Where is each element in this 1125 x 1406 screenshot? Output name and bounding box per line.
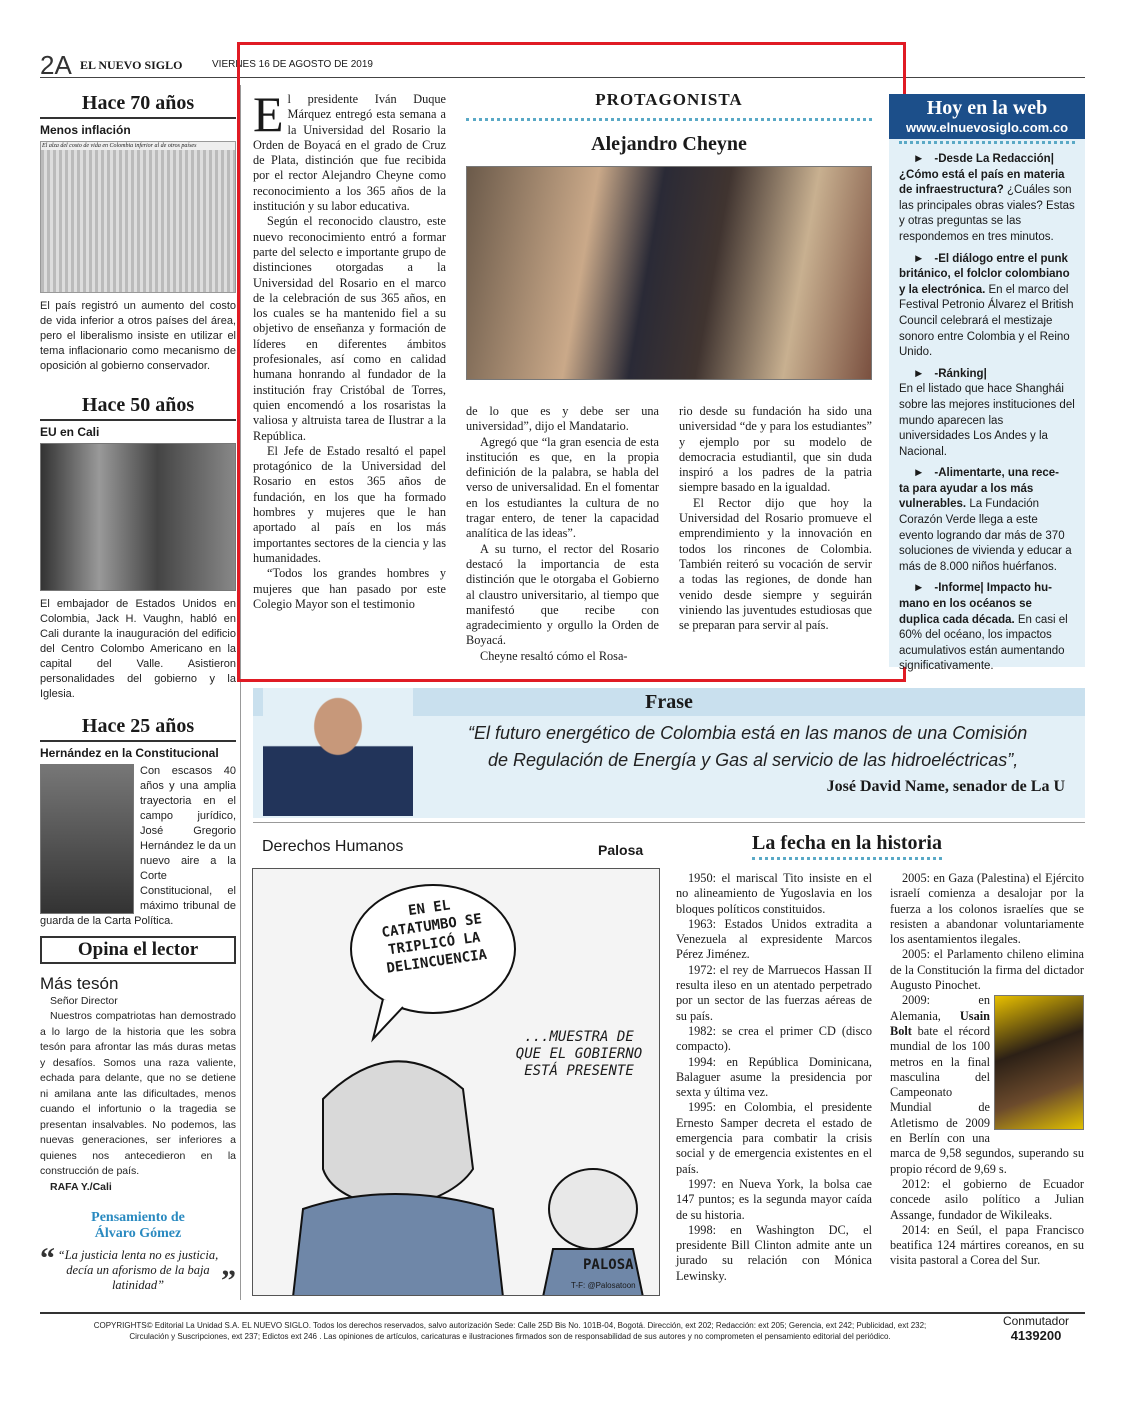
section-subtitle: Menos inflación [40,123,131,137]
cartoonist-signature: PALOSA [583,1257,634,1273]
cartoon-image [252,868,660,1296]
protagonist-name: Alejandro Cheyne [591,133,747,155]
arrow-icon: ► [913,252,925,265]
speaker-photo [263,688,413,816]
web-item[interactable] [889,152,1085,252]
history-entry: 1998: en Washington DC, el presidente Bill Clinton admite ante un jurado su relación con Mónica Lewinsky. [676,1222,872,1283]
web-items-list [889,152,1085,681]
section-title: Opina el lector [40,936,236,964]
web-item-headline: ta para ayudar a los más vulnerables. [899,482,1034,511]
article-paragraph: Cheyne resaltó cómo el Rosa- [480,648,628,663]
article-paragraph: A su turno, el rector del Rosario destacó la importancia de esta distinción que le otorgaba el Gobierno al claustro universitario, al tiempo que manifestó que recibe con agradecimiento y orgullo la Orden de Boyacá. [466,541,659,648]
history-column-2 [890,871,1084,1269]
history-entry: 2005: el Parlamento chileno elimina de la Constitución la firma del dictador Augusto Pinochet. [890,947,1084,993]
drop-cap: E [253,86,284,142]
quote-line-1: “El futuro energético de Colombia está en las manos de una Comisión [468,723,1028,743]
archive-clipping-image [40,141,236,293]
history-entry: 1972: el rey de Marruecos Hassan II resulta ileso en un atentado perpetrado por un sector de las fuerzas aéreas de su país. [676,962,872,1023]
pensamiento-section [40,1210,236,1297]
caption-text: ...MUESTRA DE QUE EL GOBIERNO ESTÁ PRESENTE [515,1029,643,1079]
opina-lector-section [40,936,236,1195]
web-item-text: La Fundación Corazón Verde llega a este evento logrando dar más de 370 soluciones de vivienda y educar a más de 8.000 niños huérfanos. [899,498,1072,573]
history-entry: 1963: Estados Unidos extradita a Venezuela al expresidente Marcos Pérez Jiménez. [676,916,872,962]
switchboard-label: Conmutador [1002,1314,1070,1328]
hace-70-section [40,92,236,374]
portrait-photo [40,764,134,914]
web-title: Hoy en la web [926,97,1048,119]
web-item-text: En el listado que hace Shanghái sobre las mejores instituciones del mundo aparecen las universidades Los Andes y la Nacional. [899,383,1075,458]
history-entry: 1982: se crea el primer CD (disco compacto). [676,1023,872,1054]
quote-author: José David Name, senador de La U [826,778,1065,795]
section-title: Hace 50 años [40,394,236,421]
small-character [549,1169,637,1249]
article-paragraph: El Jefe de Estado resaltó el papel protagónico de la Universidad del Rosario en estos 365 años de fundación, en los que ha formado hombres y mujeres que le han aportado al país en los más importantes sectores de la ciencia y las humanidades. [253,443,446,565]
dotted-rule [899,141,1075,144]
frase-box [253,688,1085,818]
footer-line-1: COPYRIGHTS© Editorial La Unidad S.A. EL NUEVO SIGLO. Todos los derechos reservados, salvo autorización Sede: Calle 25D Bis No. 101B-04, Bogotá. Dirección, ext 202; Redacción: ext 205; Gerencia, ext 242; Publicidad, ext 232; [93,1321,927,1330]
history-entry: 1994: en República Dominicana, Balaguer asume la presidencia por sexta y última vez. [676,1054,872,1100]
section-caption: El embajador de Estados Unidos en Colombia, Jack H. Vaughn, habló en Cali durante la inauguración del edificio del Centro Colombo Americano en la capital del Valle. Asistieron personalidades del gobierno y la Iglesia. [40,598,236,700]
web-item-tag: -Ránking| [934,367,987,380]
history-entry: 2014: en Seúl, el papa Francisco beatifica 124 mártires coreanos, en su visita pastoral a Corea del Sur. [890,1222,1084,1268]
arrow-icon: ► [913,367,925,380]
masthead: EL NUEVO SIGLO [80,58,183,72]
page-number: 2A [40,50,72,80]
open-quote-mark: “ [40,1242,55,1275]
clipping-headline: El alza del costo de vida en Colombia inferior al de otros países [41,142,235,150]
web-item-tag: -El diálogo entre el punk [934,252,1068,265]
character-head [323,1061,473,1209]
letter-heading: Más tesón [40,974,119,993]
article-paragraph: Según el reconocido claustro, este nuevo reconocimiento entró a formar parte del selecto e importante grupo de distinciones otorgadas a la Universidad del Rosario en el marco de la celebración de sus 365 años, en los cuales se ha mantenido fiel a su objetivo de enseñanza y formación de líderes en diferentes ámbitos profesionales, así como en calidad humana honrando al fundador de la institución fray Cristóbal de Torres, quien encomendó a los rosaristas la valiosa y altruista tarea de Ilustrar a la República. [253,214,446,443]
web-item[interactable] [889,581,1085,681]
web-header [889,94,1085,139]
footer-rule [40,1312,1085,1314]
frase-title: Frase [253,688,1085,716]
web-item-text: En casi el 60% del océano, los impactos acumulativos están aumentando significativamente. [899,613,1068,673]
article-paragraph: de lo que es y debe ser una universidad”, dijo el Mandatario. [466,404,659,434]
switchboard [996,1314,1076,1343]
history-entry: 1995: en Colombia, el presidente Ernesto Samper decreta el estado de emergencia para combatir la crisis social y de emergencia existentes en el país. [676,1100,872,1176]
section-kicker: PROTAGONISTA [466,90,872,121]
web-item-headline: ¿Cómo está el país en materia de infraestructura? [899,168,1065,197]
section-title-line1: Pensamiento de [91,1210,185,1225]
letter-salutation: Señor Director [50,995,118,1007]
web-item[interactable] [889,367,1085,467]
history-title: La fecha en la historia [752,832,942,860]
arrow-icon: ► [913,153,925,165]
web-item-tag: -Alimentarte, una rece- [934,467,1060,480]
highlight-frame [237,42,906,682]
cartoon-author: Palosa [598,842,644,858]
history-entry-post: bate el récord mundial de los 100 metros en la final masculina del Campeonato Mundial de Atletismo de 2009 en Berlín con una marca de 9,58 segundos, superando su propio récord de 9,69 s. [890,1023,1084,1176]
article-paragraph: rio desde su fundación ha sido una universidad “de y para los estudiantes” y ejemplo por su modelo de democracia estudiantil, que sin duda inspiró a los padres de la patria siempre basado en la igualdad. [679,404,872,495]
letter-signature: RAFA Y./Cali [50,1180,112,1193]
usain-bolt-photo [994,995,1084,1130]
hoy-en-la-web-box [889,94,1085,673]
issue-date: VIERNES 16 DE AGOSTO DE 2019 [212,59,373,70]
bubble-text: EN EL CATATUMBO SE TRIPLICÓ LA DELINCUENCIA [380,897,488,977]
article-paragraph: El Rector dijo que hoy la Universidad del Rosario promueve el emprendimiento y la innovación en todos los rincones de Colombia. También reiteró su vocación de servir a todas las regiones, de donde han venido desde siempre y seguirán viniendo las juventudes estudiosas que se preparan para servir al país. [679,495,872,633]
hace-25-section [40,715,236,929]
section-title: Hace 25 años [40,715,236,742]
bolt-name: Usain Bolt [890,1008,990,1038]
close-quote-mark: ” [221,1264,236,1297]
web-item-text: En el marco del Festival Petronio Álvarez el British Council celebrará el mestizaje sonoro entre Colombia y el Reino Unido. [899,283,1074,359]
footer-copyright [40,1320,980,1342]
switchboard-number: 4139200 [1010,1328,1062,1343]
web-item-text: ¿Cuáles son las principales obras viales? Estas y otras preguntas se las respondemos en tres minutos. [899,184,1075,243]
archive-photo [40,443,236,591]
history-entry: 1997: en Nueva York, la bolsa cae 147 puntos; es la segunda mayor caída de su historia. [676,1176,872,1222]
section-title-line2: Álvaro Gómez [94,1226,182,1241]
arrow-icon: ► [913,582,925,595]
character-suit [293,1194,503,1296]
letter-body: Nuestros compatriotas han demostrado a lo largo de la historia que les sobra tesón para afrontar las más duras metas y desafíos. Somos una raza valiente, echada para delante, que no se detiene ni amilana ante las dificultades, menos cuando el infortunio o la tragedia se presentan insalvables. No podemos, las nuevas generaciones, ser inferiores a quienes nos antecedieron en la construcción de país. [40,1010,236,1177]
section-subtitle: Hernández en la Constitucional [40,746,219,760]
article-paragraph: Agregó que “la gran esencia de esta institución es que, en la propia definición de la palabra, se habla del verso de universalidad. En el fomentar en los estudiantes la cultura de no tragar entero, de tener la capacidad analítica de las ideas”. [466,434,659,541]
section-title: Hace 70 años [40,92,236,119]
article-paragraph: “Todos los grandes hombres y mujeres que han pasado por este Colegio Mayor son el testimonio [253,566,446,611]
web-item-tag: -Informe| Impacto hu- [934,582,1052,595]
cartoon-credit: T-F: @Palosatoon [571,1281,636,1290]
article-paragraph: l presidente Iván Duque Márquez entregó esta semana a la Universidad del Rosario la Orden de Boyacá en el grado de Cruz de Plata, distinción que fue recibida por el rector Alejandro Cheyne como reconocimiento a los 365 años de la institución y su labor educativa. [253,92,446,214]
quote-line-2: de Regulación de Energía y Gas al servicio de las hidroeléctricas”, [488,750,1019,770]
web-item[interactable] [889,466,1085,581]
cartoon-title: Derechos Humanos [262,838,404,855]
web-item-headline: mano en los océanos se duplica cada década. [899,598,1032,626]
hace-50-section [40,394,236,702]
arrow-icon: ► [913,467,925,480]
footer-line-2: Circulación y Suscripciones, ext 237; Edictos ext 246 . Las opiniones de artículos, caricaturas e ilustraciones firmados son de responsabilidad de sus autores y no comprometen el pensamiento editorial del periódico. [129,1332,891,1341]
web-item-tag: -Desde La Redacción| [934,153,1054,165]
quote-text: “La justicia lenta no es justicia, decía un aforismo de la baja latinidad” [57,1248,219,1292]
section-subtitle: EU en Cali [40,425,100,439]
divider [253,822,1085,823]
section-caption: El país registró un aumento del costo de vida inferior a otros países del área, pero el liberalismo insiste en utilizar el tema inflacionario como mecanismo de oposición al gobierno conservador. [40,300,236,372]
history-entry: 1950: el mariscal Tito insiste en el no alineamiento de Yugoslavia en los bloques políticos constituidos. [676,871,872,916]
web-item-headline: británico, el folclor colombiano y la electrónica. [899,268,1070,296]
history-entry-pre: 2009: en Alemania, [890,993,990,1023]
history-entry: 2005: en Gaza (Palestina) el Ejército israelí comienza a desalojar por la fuerza a los colonos israelíes que se resisten a abandonar voluntariamente los asentamientos ilegales. [890,871,1084,947]
section-caption: Con escasos 40 años y una amplia trayectoria en el campo jurídico, José Gregorio Hernández le da un nuevo aire a la Corte Constitucional, el máximo tribunal de guarda de la Carta Política. [40,765,237,927]
history-column-1 [676,871,872,1284]
web-item[interactable] [889,252,1085,367]
history-entry: 2012: el gobierno de Ecuador concede asilo político a Julian Assange, fundador de Wikileaks. [890,1176,1084,1222]
web-url[interactable]: www.elnuevosiglo.com.co [905,120,1069,135]
